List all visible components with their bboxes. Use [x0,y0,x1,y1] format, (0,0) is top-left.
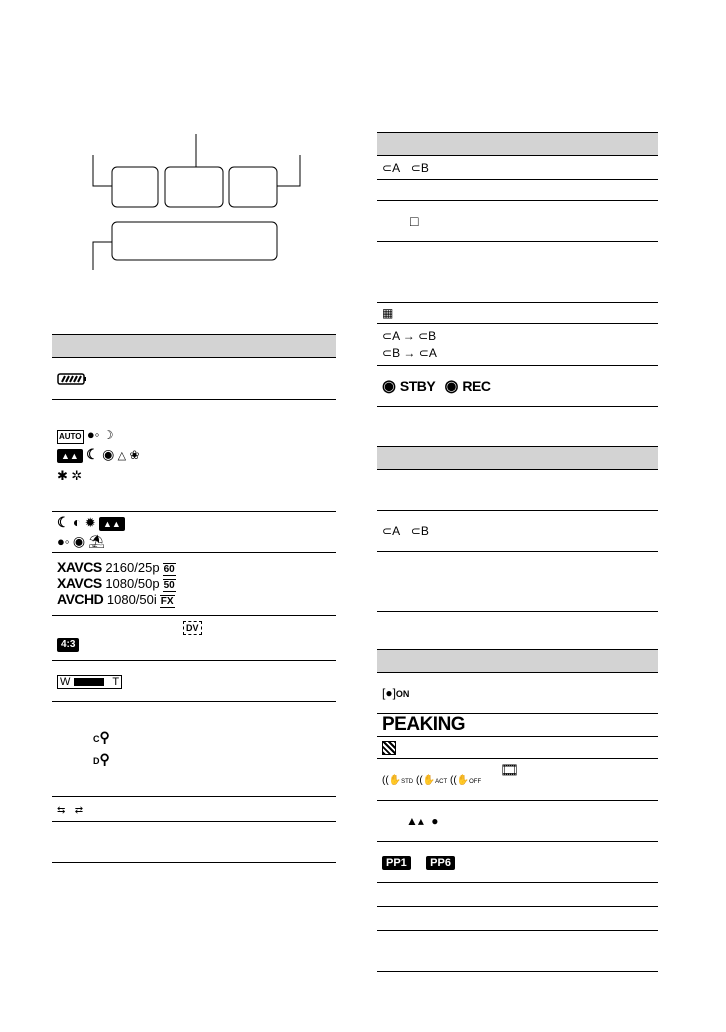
diagram-box-top-left [112,167,158,207]
left-indicator-table [52,334,336,863]
format-spec: 1080/50i [106,592,157,607]
right-indicator-table-1 [377,132,658,407]
clear-zoom-icon: C⚲ [93,729,110,745]
twilight-icon: ☾ [57,514,70,530]
right-table-2-header [377,447,658,470]
format-codec: XAVCS [57,575,102,591]
digital-zoom-icon: D⚲ [93,751,110,767]
format-badge: 60 [163,564,175,575]
callout-line-top-right [277,155,300,186]
diagram-box-top-center [165,167,223,207]
zoom-wide-label: W [60,675,71,688]
candle-icon: △ [117,450,127,462]
night-icon: ☾ [86,446,99,462]
diagram-box-top-right [229,167,277,207]
steadyshot-off-icon: ((✋OFF [450,774,482,786]
steadyshot-standard-icon: ((✋STD [382,774,414,786]
format-badge: FX [160,596,174,607]
battery-row [52,358,336,400]
zoom-bar [57,675,122,689]
battery-icon [57,373,87,385]
zoom-tele-label: T [112,675,120,688]
aspect-ratio-icon: 4:3 [57,638,79,652]
ab-transfer-icon: ⇄ [74,805,84,816]
peaking-label: PEAKING [382,714,466,735]
format-spec: 2160/25p [105,560,160,575]
right-table-1-header [377,133,658,156]
empty-row [377,907,658,931]
conversion-row [52,797,336,822]
left-table-header [52,335,336,358]
macro-icon: ❀ [129,448,140,462]
steadyshot-active-icon: ((✋ACT [416,774,448,786]
scene-row [52,400,336,512]
standby-status: ◉ STBY [382,378,436,395]
scene-selection-row [52,512,336,553]
rec-status-row [377,366,658,407]
zebra-row [377,737,658,759]
picture-profile-row [377,842,658,883]
diagram-box-bottom [112,222,277,260]
slot-a-icon: ⊂A [382,524,400,538]
mountain-focus-icon: ▲▴ [406,814,424,828]
peaking-row [377,714,658,737]
dv-badge: DV [183,621,202,635]
walking-icon: ✱ [57,468,68,483]
slot-b-icon: ⊂B [410,160,429,175]
slot-a-icon: ⊂A [382,160,400,175]
format-codec: XAVCS [57,559,102,575]
empty-row [377,470,658,511]
landscape-icon: ▲▲ [57,449,83,463]
screen-layout-diagram [0,0,360,290]
empty-row [377,552,658,612]
portrait-icon: ●◦ [86,427,100,442]
relay-row [377,324,658,366]
landscape-icon-2: ▲▲ [99,517,125,531]
beach-icon: ⛱ [88,534,105,549]
format-spec: 1080/50p [105,576,160,591]
empty-row [52,822,336,863]
ab-swap-icon: ⇆ [57,805,66,816]
fireworks-icon: ✹ [84,515,96,530]
empty-row [377,180,658,201]
zebra-icon [382,741,396,755]
face-detection-icon: [●]ON [382,686,410,700]
media-slot-row [377,156,658,180]
zoom-bar-fill [74,678,104,686]
steadyshot-row [377,759,658,801]
relay-b-to-a-icon: ⊂B → ⊂A [382,345,437,360]
digital-zoom-row [52,702,336,797]
relay-a-to-b-icon: ⊂A → ⊂B [382,328,437,343]
night-portrait-icon: ◉ [102,446,115,462]
empty-row [377,883,658,907]
grid-row [377,303,658,324]
portrait-icon-2: ●◦ [57,534,70,549]
face-detection-row [377,673,658,714]
intelligent-auto-icon: AUTO [57,430,84,444]
playback-media-row [377,511,658,552]
person-focus-icon: ● [431,814,439,828]
recording-format-row [52,553,336,616]
right-indicator-table-2 [377,446,658,612]
grid-icon: ▦ [382,306,394,320]
callout-line-top-left [93,155,112,186]
focus-row [377,801,658,842]
moon-sun-icon: ☽ [102,428,114,442]
zoom-row [52,661,336,702]
format-codec: AVCHD [57,591,104,607]
picture-profile-6-badge: PP6 [426,856,455,870]
callout-line-bottom [93,242,112,270]
right-indicator-table-3 [377,649,658,972]
rec-status: ◉ REC [444,378,491,395]
film-icon: 🎞 [500,761,520,779]
format-badge: 50 [163,580,175,591]
slot-b-icon: ⊂B [410,524,429,538]
night-portrait-icon-2: ◉ [72,533,86,549]
tripod-icon: ✲ [71,468,83,483]
right-table-3-header [377,650,658,673]
media-status-row [377,201,658,242]
no-media-icon: □ [410,213,419,229]
aspect-row [52,616,336,661]
empty-row [377,242,658,303]
picture-profile-1-badge: PP1 [382,856,411,870]
sunrise-icon: ◐ [72,514,82,530]
empty-row [377,931,658,972]
